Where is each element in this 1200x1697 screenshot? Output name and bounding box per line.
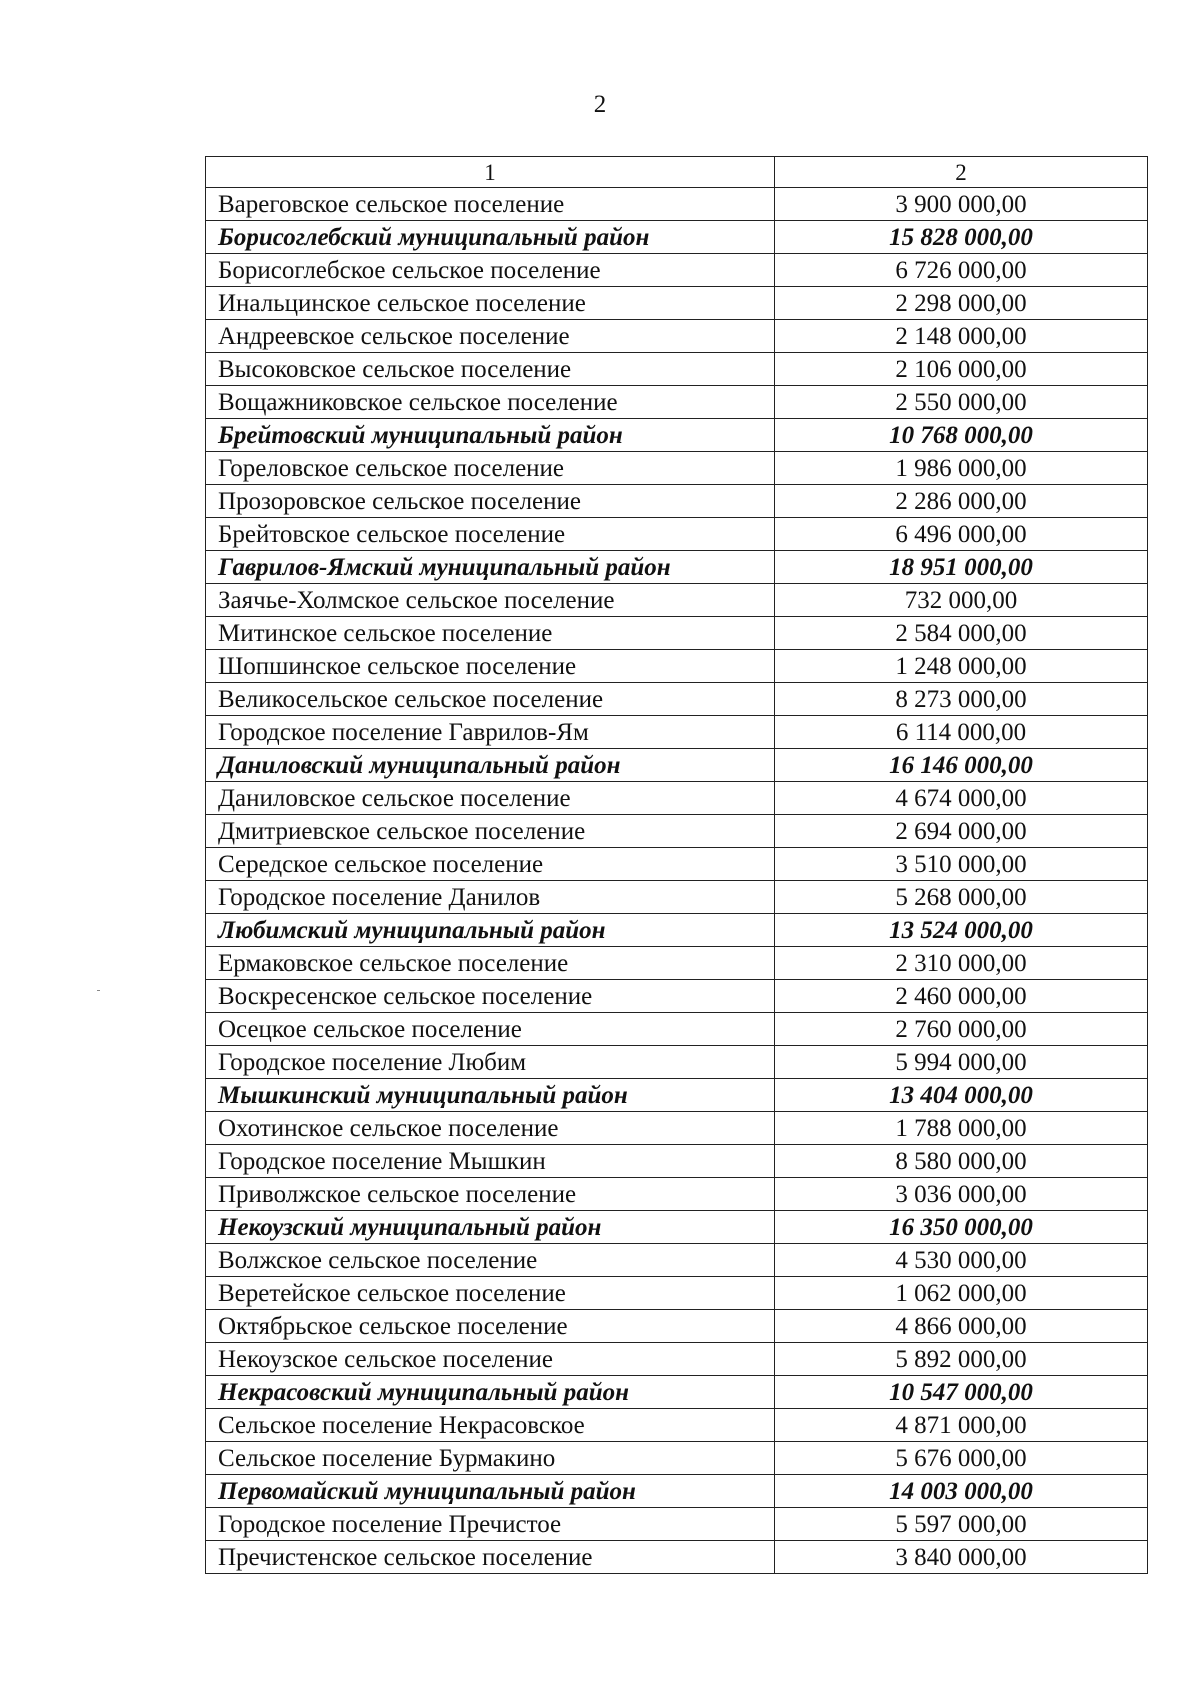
settlement-row	[206, 1508, 1148, 1541]
allocation-table-body	[206, 157, 1148, 1574]
settlement-name-cell: Заячье-Холмское сельское поселение	[206, 584, 775, 617]
district-amount-cell: 10 768 000,00	[775, 419, 1148, 452]
settlement-row	[206, 1013, 1148, 1046]
settlement-amount-cell: 5 268 000,00	[775, 881, 1148, 914]
settlement-row	[206, 518, 1148, 551]
settlement-amount-cell: 2 148 000,00	[775, 320, 1148, 353]
settlement-amount-cell: 1 062 000,00	[775, 1277, 1148, 1310]
settlement-row	[206, 782, 1148, 815]
district-name-cell: Любимский муниципальный район	[206, 914, 775, 947]
settlement-name-cell: Инальцинское сельское поселение	[206, 287, 775, 320]
settlement-row	[206, 815, 1148, 848]
settlement-name-cell: Даниловское сельское поселение	[206, 782, 775, 815]
settlement-name-cell: Воскресенское сельское поселение	[206, 980, 775, 1013]
settlement-row	[206, 584, 1148, 617]
settlement-amount-cell: 2 760 000,00	[775, 1013, 1148, 1046]
settlement-row	[206, 1277, 1148, 1310]
district-total-row	[206, 551, 1148, 584]
settlement-name-cell: Городское поселение Гаврилов-Ям	[206, 716, 775, 749]
settlement-row	[206, 1343, 1148, 1376]
district-amount-cell: 13 404 000,00	[775, 1079, 1148, 1112]
settlement-amount-cell: 3 900 000,00	[775, 188, 1148, 221]
settlement-amount-cell: 2 550 000,00	[775, 386, 1148, 419]
settlement-row	[206, 1409, 1148, 1442]
column-number-1: 1	[206, 157, 775, 188]
settlement-row	[206, 947, 1148, 980]
allocation-table-container	[205, 156, 1147, 1574]
settlement-amount-cell: 732 000,00	[775, 584, 1148, 617]
settlement-amount-cell: 5 994 000,00	[775, 1046, 1148, 1079]
settlement-name-cell: Высоковское сельское поселение	[206, 353, 775, 386]
district-name-cell: Некоузский муниципальный район	[206, 1211, 775, 1244]
settlement-row	[206, 386, 1148, 419]
settlement-amount-cell: 5 676 000,00	[775, 1442, 1148, 1475]
settlement-name-cell: Городское поселение Данилов	[206, 881, 775, 914]
settlement-name-cell: Брейтовское сельское поселение	[206, 518, 775, 551]
settlement-name-cell: Октябрьское сельское поселение	[206, 1310, 775, 1343]
settlement-name-cell: Вареговское сельское поселение	[206, 188, 775, 221]
settlement-name-cell: Волжское сельское поселение	[206, 1244, 775, 1277]
settlement-row	[206, 1310, 1148, 1343]
district-amount-cell: 18 951 000,00	[775, 551, 1148, 584]
settlement-name-cell: Веретейское сельское поселение	[206, 1277, 775, 1310]
district-name-cell: Брейтовский муниципальный район	[206, 419, 775, 452]
settlement-amount-cell: 3 510 000,00	[775, 848, 1148, 881]
settlement-amount-cell: 2 584 000,00	[775, 617, 1148, 650]
settlement-name-cell: Пречистенское сельское поселение	[206, 1541, 775, 1574]
settlement-name-cell: Борисоглебское сельское поселение	[206, 254, 775, 287]
settlement-name-cell: Охотинское сельское поселение	[206, 1112, 775, 1145]
settlement-row	[206, 452, 1148, 485]
settlement-row	[206, 716, 1148, 749]
district-total-row	[206, 419, 1148, 452]
settlement-row	[206, 980, 1148, 1013]
settlement-name-cell: Некоузское сельское поселение	[206, 1343, 775, 1376]
settlement-amount-cell: 1 986 000,00	[775, 452, 1148, 485]
page-number: 2	[593, 91, 607, 118]
settlement-amount-cell: 3 840 000,00	[775, 1541, 1148, 1574]
settlement-amount-cell: 8 580 000,00	[775, 1145, 1148, 1178]
district-name-cell: Борисоглебский муниципальный район	[206, 221, 775, 254]
settlement-row	[206, 1145, 1148, 1178]
district-name-cell: Мышкинский муниципальный район	[206, 1079, 775, 1112]
settlement-row	[206, 188, 1148, 221]
settlement-name-cell: Городское поселение Мышкин	[206, 1145, 775, 1178]
district-name-cell: Первомайский муниципальный район	[206, 1475, 775, 1508]
settlement-row	[206, 1112, 1148, 1145]
settlement-name-cell: Сельское поселение Бурмакино	[206, 1442, 775, 1475]
district-total-row	[206, 1079, 1148, 1112]
settlement-row	[206, 320, 1148, 353]
settlement-row	[206, 650, 1148, 683]
settlement-name-cell: Шопшинское сельское поселение	[206, 650, 775, 683]
settlement-name-cell: Городское поселение Любим	[206, 1046, 775, 1079]
settlement-amount-cell: 4 871 000,00	[775, 1409, 1148, 1442]
settlement-amount-cell: 4 674 000,00	[775, 782, 1148, 815]
settlement-row	[206, 254, 1148, 287]
settlement-amount-cell: 4 866 000,00	[775, 1310, 1148, 1343]
settlement-row	[206, 1178, 1148, 1211]
district-total-row	[206, 221, 1148, 254]
settlement-name-cell: Великосельское сельское поселение	[206, 683, 775, 716]
settlement-name-cell: Дмитриевское сельское поселение	[206, 815, 775, 848]
settlement-row	[206, 353, 1148, 386]
settlement-amount-cell: 2 106 000,00	[775, 353, 1148, 386]
settlement-amount-cell: 6 726 000,00	[775, 254, 1148, 287]
settlement-name-cell: Прозоровское сельское поселение	[206, 485, 775, 518]
settlement-amount-cell: 8 273 000,00	[775, 683, 1148, 716]
settlement-name-cell: Гореловское сельское поселение	[206, 452, 775, 485]
settlement-amount-cell: 4 530 000,00	[775, 1244, 1148, 1277]
settlement-amount-cell: 2 310 000,00	[775, 947, 1148, 980]
settlement-amount-cell: 3 036 000,00	[775, 1178, 1148, 1211]
district-total-row	[206, 749, 1148, 782]
settlement-name-cell: Сельское поселение Некрасовское	[206, 1409, 775, 1442]
settlement-row	[206, 683, 1148, 716]
settlement-amount-cell: 5 892 000,00	[775, 1343, 1148, 1376]
settlement-name-cell: Приволжское сельское поселение	[206, 1178, 775, 1211]
settlement-amount-cell: 6 496 000,00	[775, 518, 1148, 551]
district-amount-cell: 16 146 000,00	[775, 749, 1148, 782]
settlement-amount-cell: 2 298 000,00	[775, 287, 1148, 320]
column-number-2: 2	[775, 157, 1148, 188]
settlement-name-cell: Вощажниковское сельское поселение	[206, 386, 775, 419]
settlement-amount-cell: 1 788 000,00	[775, 1112, 1148, 1145]
settlement-row	[206, 1046, 1148, 1079]
district-amount-cell: 15 828 000,00	[775, 221, 1148, 254]
settlement-amount-cell: 5 597 000,00	[775, 1508, 1148, 1541]
settlement-row	[206, 1442, 1148, 1475]
settlement-amount-cell: 2 460 000,00	[775, 980, 1148, 1013]
settlement-row	[206, 485, 1148, 518]
settlement-row	[206, 617, 1148, 650]
table-header-row	[206, 157, 1148, 188]
district-total-row	[206, 1211, 1148, 1244]
district-total-row	[206, 914, 1148, 947]
settlement-amount-cell: 2 286 000,00	[775, 485, 1148, 518]
settlement-amount-cell: 2 694 000,00	[775, 815, 1148, 848]
district-amount-cell: 13 524 000,00	[775, 914, 1148, 947]
district-name-cell: Гаврилов-Ямский муниципальный район	[206, 551, 775, 584]
settlement-name-cell: Андреевское сельское поселение	[206, 320, 775, 353]
settlement-row	[206, 1541, 1148, 1574]
settlement-row	[206, 287, 1148, 320]
settlement-name-cell: Осецкое сельское поселение	[206, 1013, 775, 1046]
district-total-row	[206, 1376, 1148, 1409]
settlement-name-cell: Городское поселение Пречистое	[206, 1508, 775, 1541]
settlement-name-cell: Митинское сельское поселение	[206, 617, 775, 650]
scan-speck	[97, 990, 100, 991]
settlement-name-cell: Ермаковское сельское поселение	[206, 947, 775, 980]
district-total-row	[206, 1475, 1148, 1508]
district-amount-cell: 10 547 000,00	[775, 1376, 1148, 1409]
district-amount-cell: 16 350 000,00	[775, 1211, 1148, 1244]
district-name-cell: Даниловский муниципальный район	[206, 749, 775, 782]
settlement-amount-cell: 1 248 000,00	[775, 650, 1148, 683]
settlement-row	[206, 1244, 1148, 1277]
settlement-row	[206, 881, 1148, 914]
settlement-name-cell: Середское сельское поселение	[206, 848, 775, 881]
district-amount-cell: 14 003 000,00	[775, 1475, 1148, 1508]
settlement-row	[206, 848, 1148, 881]
allocation-table	[205, 156, 1148, 1574]
district-name-cell: Некрасовский муниципальный район	[206, 1376, 775, 1409]
settlement-amount-cell: 6 114 000,00	[775, 716, 1148, 749]
